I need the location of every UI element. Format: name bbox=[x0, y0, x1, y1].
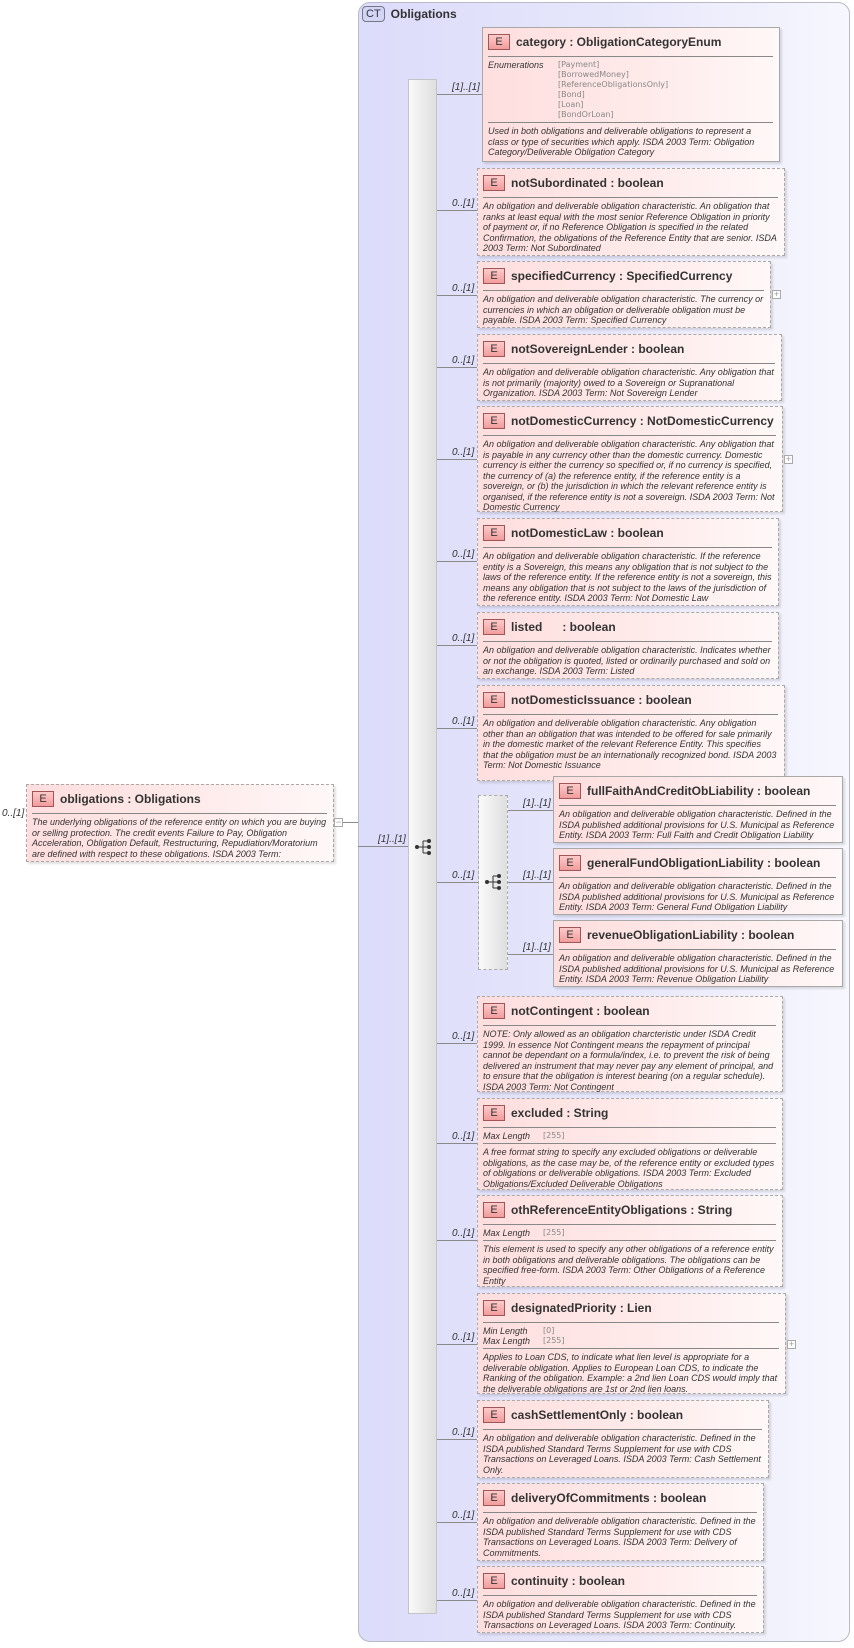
multiplicity: 0..[1] bbox=[452, 1031, 475, 1042]
enum-value: [Payment] bbox=[558, 60, 600, 69]
connector-line bbox=[437, 1043, 477, 1044]
connector-line bbox=[437, 94, 482, 95]
connector-line bbox=[437, 882, 478, 883]
element-description: A free format string to specify any excluded obligations or deliverable obligations, as the case may be, of the reference entity or excluded types of obligations or deliverable obligations. ISDA 2003 Term: Excluded Obligations/Excluded Deliverable Obligations bbox=[483, 1147, 775, 1189]
element-description: Used in both obligations and deliverable obligations to represent a class or type of securities which apply. ISDA 2003 Term: Obligation Category/Deliverable Obligation Category bbox=[488, 126, 755, 157]
element-title: designatedPriority : Lien bbox=[511, 1301, 652, 1315]
element-specifiedCurrency[interactable] bbox=[477, 261, 771, 328]
element-description: An obligation and deliverable obligation characteristic. The currency or currencies in which an obligation or deliverable obligation must be payable. ISDA 2003 Term: Specified Currency bbox=[483, 294, 764, 325]
element-description: Applies to Loan CDS, to indicate what lien level is appropriate for a deliverable obligation. Applies to European Loan CDS, to indicate the Ranking of the obligation. Example: a 2nd lien Loan CDS would imply that the deliverable obligations are 1st or 2nd lien loans. bbox=[483, 1352, 778, 1394]
element-description: This element is used to specify any other obligations of a reference entity in both obligations and deliverable obligations. The obligations can be specified free-form. ISDA 2003 Term: Other Obligations of a Reference Entity bbox=[483, 1244, 774, 1286]
connector-line bbox=[437, 367, 477, 368]
expand-toggle[interactable]: + bbox=[785, 454, 792, 464]
element-title: excluded : String bbox=[511, 1106, 609, 1120]
element-listed[interactable] bbox=[477, 612, 779, 679]
element-title: listed : boolean bbox=[511, 620, 616, 634]
element-description: An obligation and deliverable obligation characteristic. Defined in the ISDA published additional provisions for U.S. Municipal as Reference Entity. ISDA 2003 Term: Revenue Obligation Liability bbox=[559, 953, 835, 984]
element-generalFundObligationLiability[interactable] bbox=[553, 848, 843, 915]
element-title: notSovereignLender : boolean bbox=[511, 342, 685, 356]
element-description: An obligation and deliverable obligation characteristic. Defined in the ISDA published additional provisions for U.S. Municipal as Reference Entity. ISDA 2003 Term: Full Faith and Credit Obligation Liability bbox=[559, 809, 835, 840]
facet-value: [255] bbox=[543, 1228, 565, 1237]
element-title: generalFundObligationLiability : boolean bbox=[587, 856, 821, 870]
element-description: An obligation and deliverable obligation characteristic. Defined in the ISDA published Standard Terms Supplement for use with CDS Transactions on Leveraged Loans. ISDA 2003 Term: Cash Settlement Only. bbox=[483, 1433, 761, 1475]
root-multiplicity: 0..[1] bbox=[2, 808, 25, 819]
element-badge: E bbox=[32, 791, 54, 807]
multiplicity: 0..[1] bbox=[452, 1332, 475, 1343]
connector-line bbox=[508, 882, 553, 883]
connector-line bbox=[437, 1439, 477, 1440]
expand-toggle[interactable]: + bbox=[773, 289, 780, 299]
multiplicity: 0..[1] bbox=[452, 1510, 475, 1521]
connector-line bbox=[437, 295, 477, 296]
multiplicity: 0..[1] bbox=[452, 1131, 475, 1142]
element-description: An obligation and deliverable obligation characteristic. If the reference entity is a Sovereign, this means any obligation that is not subject to the laws of the reference entity. If the reference entity is not a sovereign, this means any obligation that is not subject to the laws of the jurisdiction of the reference entity. ISDA 2003 Term: Not Domestic Law bbox=[483, 551, 772, 603]
element-description: The underlying obligations of the reference entity on which you are buying or selling protection. The credit events Failure to Pay, Obligation Acceleration, Obligation Default, Restructuring, Repudiation/Moratorium are defined with respect to these obligations. ISDA 2003 Term: bbox=[32, 817, 327, 859]
multiplicity: 0..[1] bbox=[452, 1427, 475, 1438]
connector-line bbox=[437, 645, 477, 646]
collapse-toggle[interactable]: − bbox=[335, 817, 342, 827]
facet-label: Min Length bbox=[483, 1326, 528, 1336]
max-length-facet bbox=[483, 1131, 776, 1144]
element-notContingent[interactable] bbox=[477, 996, 783, 1092]
multiplicity: [1]..[1] bbox=[523, 942, 551, 953]
multiplicity: 0..[1] bbox=[452, 355, 475, 366]
element-description: An obligation and deliverable obligation characteristic. Indicates whether or not the obligation is quoted, listed or ordinarily purchased and sold on an exchange. ISDA 2003 Term: Listed bbox=[483, 645, 771, 676]
multiplicity: 0..[1] bbox=[452, 447, 475, 458]
multiplicity: 0..[1] bbox=[452, 283, 475, 294]
element-description: An obligation and deliverable obligation characteristic. Any obligation that is payable in any currency other than the domestic currency. Domestic currency is either the currency so specified or, if no currency is specified, the currency of (a) the reference entity, if the reference entity is a sovereign, or (b) the jurisdiction in which the relevant reference entity is organised, if the reference entity is not a sovereign. ISDA 2003 Term: Not Domestic Currency bbox=[483, 439, 775, 512]
facet-value: [255] bbox=[543, 1131, 565, 1140]
enumeration-values bbox=[558, 60, 668, 120]
element-badge: E bbox=[483, 268, 505, 284]
max-length-facet bbox=[483, 1228, 776, 1241]
element-badge: E bbox=[483, 1407, 505, 1423]
element-othReferenceEntityObligations[interactable] bbox=[477, 1195, 783, 1287]
enum-value: [ReferenceObligationsOnly] bbox=[558, 80, 669, 89]
complex-type-header bbox=[362, 6, 457, 22]
multiplicity: [1]..[1] bbox=[523, 870, 551, 881]
element-title: continuity : boolean bbox=[511, 1574, 625, 1588]
connector-line bbox=[437, 728, 477, 729]
element-badge: E bbox=[559, 927, 581, 943]
connector-line bbox=[358, 846, 408, 847]
element-title: notDomesticIssuance : boolean bbox=[511, 693, 692, 707]
element-badge: E bbox=[483, 1003, 505, 1019]
element-title: obligations : Obligations bbox=[60, 792, 201, 806]
element-badge: E bbox=[559, 783, 581, 799]
complex-type-badge: CT bbox=[362, 6, 385, 22]
multiplicity: [1]..[1] bbox=[452, 82, 480, 93]
sequence-icon bbox=[484, 873, 504, 891]
element-title: othReferenceEntityObligations : String bbox=[511, 1203, 733, 1217]
element-title: category : ObligationCategoryEnum bbox=[516, 35, 722, 49]
element-badge: E bbox=[483, 525, 505, 541]
enum-value: [BorrowedMoney] bbox=[558, 70, 629, 79]
element-badge: E bbox=[483, 175, 505, 191]
element-badge: E bbox=[488, 34, 510, 50]
connector-line bbox=[343, 822, 358, 823]
element-fullFaithAndCreditObLiability[interactable] bbox=[553, 776, 843, 843]
element-badge: E bbox=[483, 1105, 505, 1121]
enumerations-facet bbox=[488, 60, 773, 123]
element-category[interactable] bbox=[482, 27, 780, 162]
connector-line bbox=[437, 1143, 477, 1144]
nested-sequence-multiplicity: 0..[1] bbox=[452, 870, 475, 881]
facet-value: [255] bbox=[543, 1336, 565, 1345]
multiplicity: 0..[1] bbox=[452, 716, 475, 727]
sequence-multiplicity: [1]..[1] bbox=[378, 834, 406, 845]
complex-type-title: Obligations bbox=[390, 7, 457, 21]
element-description: An obligation and deliverable obligation characteristic. An obligation that ranks at least equal with the most senior Reference Obligation in priority of payment or, if no Reference Obligation is specified in the related Confirmation, the obligations of the Reference Entity that are senior. ISDA 2003 Term: Not Subordinated bbox=[483, 201, 777, 253]
length-facets bbox=[483, 1326, 779, 1349]
sequence-icon bbox=[414, 838, 434, 856]
expand-toggle[interactable]: + bbox=[788, 1339, 795, 1349]
element-badge: E bbox=[483, 1573, 505, 1589]
element-description: An obligation and deliverable obligation characteristic. Defined in the ISDA published Standard Terms Supplement for use with CDS Transactions on Leveraged Loans. ISDA 2003 Term: Delivery of Commitments. bbox=[483, 1516, 756, 1558]
multiplicity: 0..[1] bbox=[452, 1228, 475, 1239]
element-badge: E bbox=[483, 341, 505, 357]
connector-line bbox=[508, 810, 553, 811]
connector-line bbox=[437, 210, 477, 211]
element-excluded[interactable] bbox=[477, 1098, 783, 1190]
element-obligations[interactable] bbox=[26, 784, 334, 862]
element-title: notSubordinated : boolean bbox=[511, 176, 664, 190]
element-notSovereignLender[interactable] bbox=[477, 334, 782, 401]
enum-value: [Loan] bbox=[558, 100, 584, 109]
element-title: notContingent : boolean bbox=[511, 1004, 650, 1018]
element-badge: E bbox=[483, 1300, 505, 1316]
element-revenueObligationLiability[interactable] bbox=[553, 920, 843, 987]
connector-line bbox=[437, 561, 477, 562]
element-description: NOTE: Only allowed as an obligation charcteristic under ISDA Credit 1999. In essence Not Contingent means the repayment of principal cannot be dependant on a formula/index, i.e. to prevent the risk of being delivered an instrument that may never pay any element of principal, and to ensure that the obligation is interest bearing (on a regular schedule). ISDA 2003 Term: Not Contingent bbox=[483, 1029, 774, 1092]
facet-label: Max Length bbox=[483, 1131, 531, 1141]
connector-line bbox=[437, 1240, 477, 1241]
enum-value: [BondOrLoan] bbox=[558, 110, 614, 119]
element-badge: E bbox=[483, 1490, 505, 1506]
element-badge: E bbox=[483, 1202, 505, 1218]
multiplicity: 0..[1] bbox=[452, 198, 475, 209]
element-continuity[interactable] bbox=[477, 1566, 764, 1633]
connector-line bbox=[437, 1600, 477, 1601]
element-title: specifiedCurrency : SpecifiedCurrency bbox=[511, 269, 733, 283]
element-title: revenueObligationLiability : boolean bbox=[587, 928, 795, 942]
element-badge: E bbox=[483, 619, 505, 635]
connector-line bbox=[437, 1522, 477, 1523]
element-badge: E bbox=[483, 413, 505, 429]
facet-label: Max Length bbox=[483, 1228, 531, 1238]
element-cashSettlementOnly[interactable] bbox=[477, 1400, 769, 1478]
connector-line bbox=[508, 954, 553, 955]
enum-value: [Bond] bbox=[558, 90, 585, 99]
facet-label: Max Length bbox=[483, 1336, 531, 1346]
element-title: deliveryOfCommitments : boolean bbox=[511, 1491, 707, 1505]
element-notDomesticLaw[interactable] bbox=[477, 518, 779, 606]
element-description: An obligation and deliverable obligation characteristic. Defined in the ISDA published Standard Terms Supplement for use with CDS Transactions on Leveraged Loans. ISDA 2003 Term: Continuity. bbox=[483, 1599, 756, 1630]
connector-line bbox=[437, 459, 477, 460]
connector-line bbox=[437, 1344, 477, 1345]
multiplicity: [1]..[1] bbox=[523, 798, 551, 809]
element-description: An obligation and deliverable obligation characteristic. Any obligation that is not primarily (majority) owed to a Sovereign or Supranational Organization. ISDA 2003 Term: Not Sovereign Lender bbox=[483, 367, 774, 398]
element-title: fullFaithAndCreditObLiability : boolean bbox=[587, 784, 811, 798]
element-deliveryOfCommitments[interactable] bbox=[477, 1483, 764, 1561]
element-notDomesticIssuance[interactable] bbox=[477, 685, 785, 781]
element-title: notDomesticCurrency : NotDomesticCurrency bbox=[511, 414, 774, 428]
element-notSubordinated[interactable] bbox=[477, 168, 785, 256]
element-title: notDomesticLaw : boolean bbox=[511, 526, 664, 540]
element-title: cashSettlementOnly : boolean bbox=[511, 1408, 684, 1422]
facet-label: Enumerations bbox=[488, 60, 544, 70]
multiplicity: 0..[1] bbox=[452, 549, 475, 560]
element-notDomesticCurrency[interactable] bbox=[477, 406, 783, 512]
element-badge: E bbox=[483, 692, 505, 708]
facet-value: [0] bbox=[543, 1326, 555, 1335]
element-description: An obligation and deliverable obligation characteristic. Any obligation other than an obligation that was intended to be offered for sale primarily in the domestic market of the relevant Reference Entity. This specifies that the obligation must be an internationally recognized bond. ISDA 2003 Term: Not Domestic Issuance bbox=[483, 718, 777, 770]
element-designatedPriority[interactable] bbox=[477, 1293, 786, 1394]
element-badge: E bbox=[559, 855, 581, 871]
multiplicity: 0..[1] bbox=[452, 1588, 475, 1599]
multiplicity: 0..[1] bbox=[452, 633, 475, 644]
element-description: An obligation and deliverable obligation characteristic. Defined in the ISDA published additional provisions for U.S. Municipal as Reference Entity. ISDA 2003 Term: General Fund Obligation Liability bbox=[559, 881, 835, 912]
